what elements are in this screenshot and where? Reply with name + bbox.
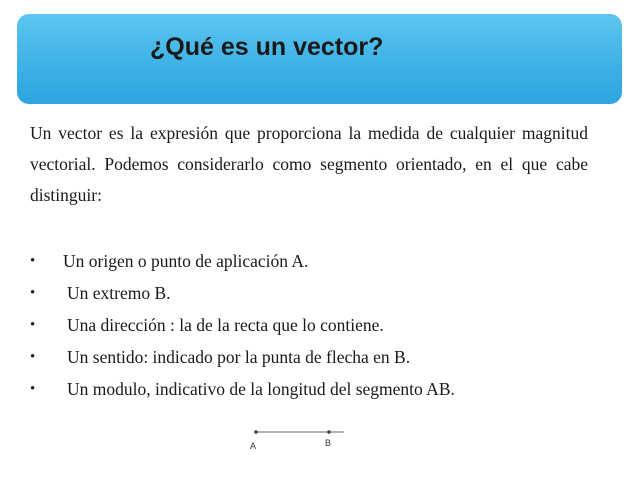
bullet-text: Un extremo B. bbox=[67, 283, 171, 303]
bullet-icon: • bbox=[30, 285, 36, 301]
slide-title: ¿Qué es un vector? bbox=[150, 33, 384, 61]
point-a bbox=[254, 430, 258, 434]
bullet-icon: • bbox=[30, 381, 36, 397]
list-item bbox=[30, 309, 610, 341]
bullet-text: Un modulo, indicativo de la longitud del segmento AB. bbox=[67, 379, 455, 399]
list-item bbox=[30, 341, 610, 373]
bullet-icon: • bbox=[30, 253, 36, 269]
bullet-list bbox=[30, 245, 610, 405]
bullet-icon: • bbox=[30, 349, 36, 365]
vector-diagram bbox=[244, 424, 354, 454]
list-item bbox=[30, 277, 610, 309]
intro-paragraph: Un vector es la expresión que proporciona la medida de cualquier magnitud vectorial. Podemos considerarlo como segmento orientado, en el que cabe distinguir: bbox=[30, 123, 588, 205]
point-b bbox=[327, 430, 331, 434]
point-a-label: A bbox=[250, 441, 257, 451]
bullet-icon: • bbox=[30, 317, 36, 333]
bullet-text: Un origen o punto de aplicación A. bbox=[63, 251, 309, 271]
point-b-label: B bbox=[325, 438, 332, 448]
bullet-text: Un sentido: indicado por la punta de flecha en B. bbox=[67, 347, 411, 367]
list-item bbox=[30, 373, 610, 405]
bullet-text: Una dirección : la de la recta que lo contiene. bbox=[67, 315, 384, 335]
list-item bbox=[30, 245, 610, 277]
